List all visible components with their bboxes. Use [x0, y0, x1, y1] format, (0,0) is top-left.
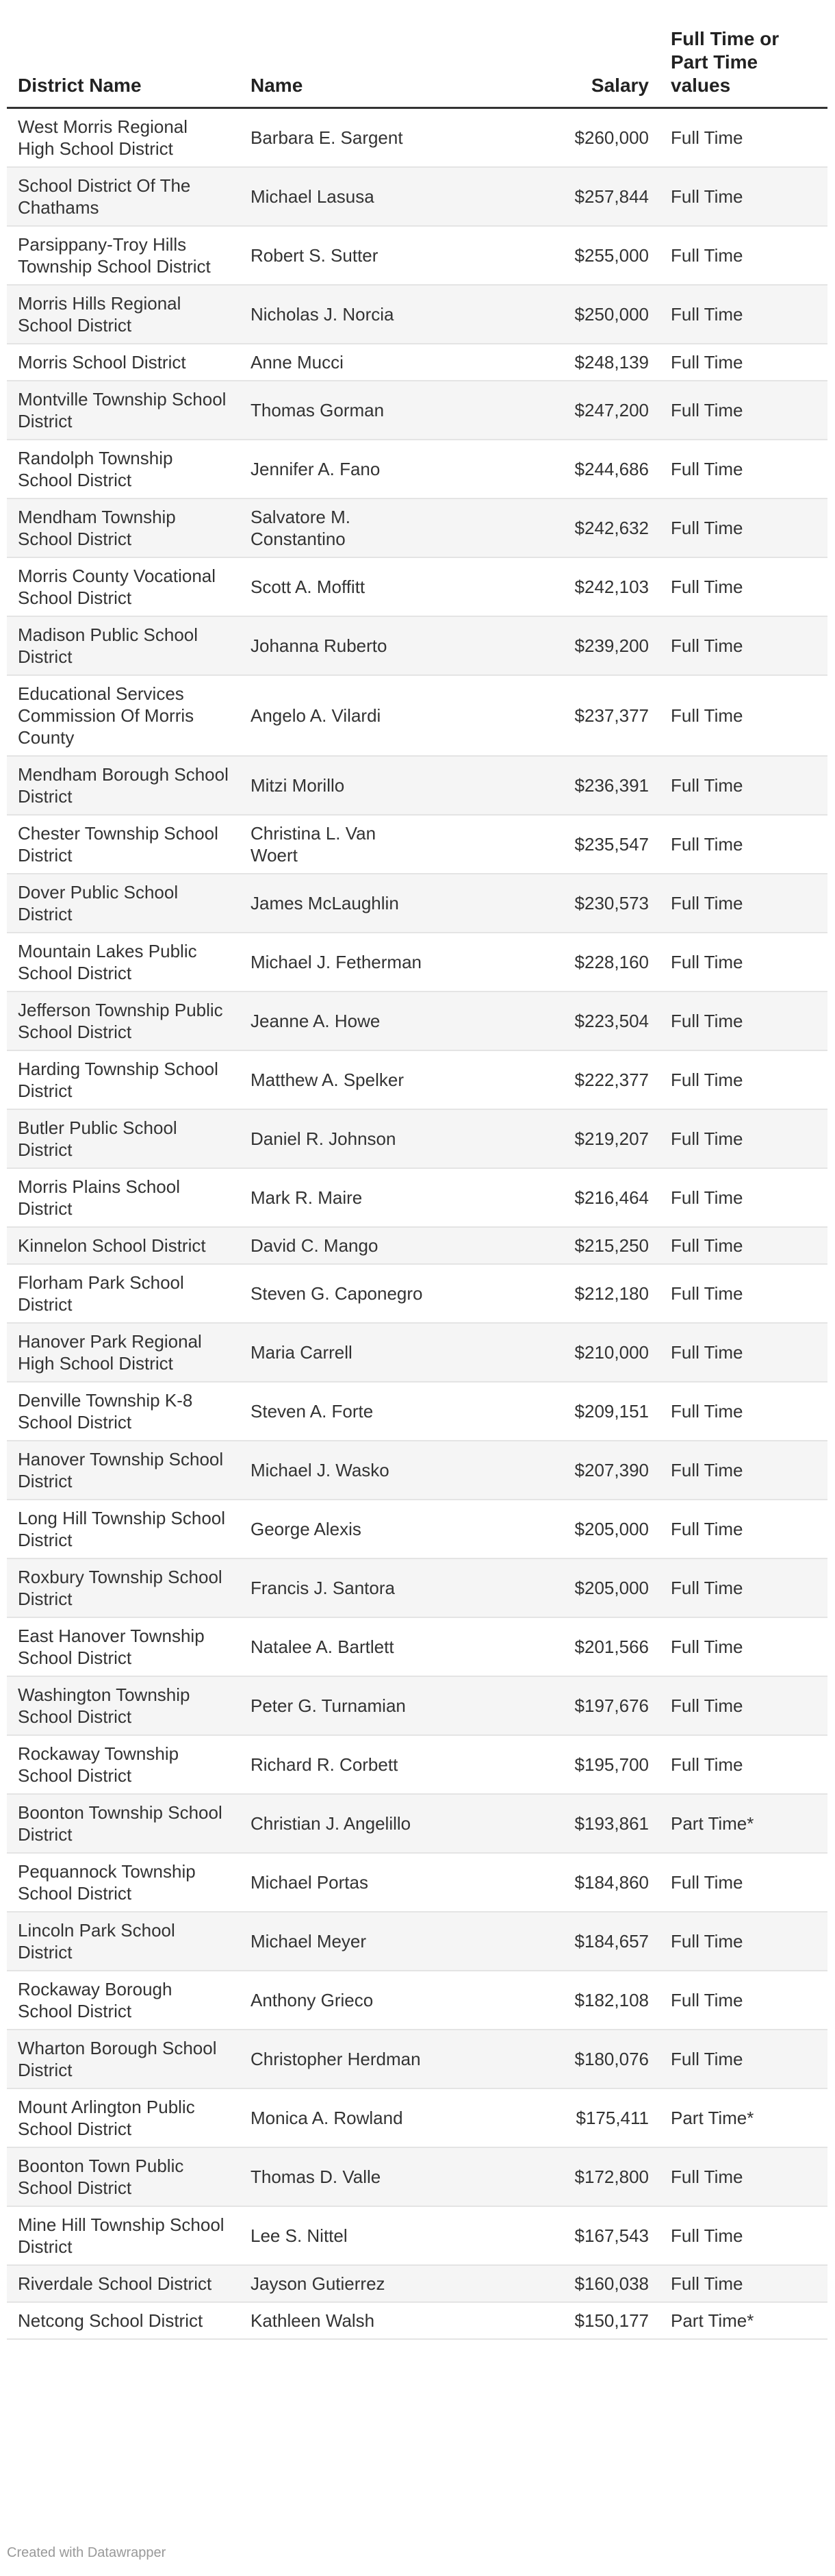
employment-type-cell: Full Time [660, 2030, 827, 2088]
salary-cell: $182,108 [438, 1971, 660, 2030]
employment-type-cell: Full Time [660, 381, 827, 440]
salary-table [7, 27, 827, 2340]
table-row [7, 1500, 827, 1558]
person-name-cell: Michael J. Fetherman [240, 933, 438, 992]
district-name-cell: Morris Hills Regional School District [7, 285, 240, 344]
district-name-cell: Chester Township School District [7, 815, 240, 874]
table-row [7, 2030, 827, 2088]
employment-type-cell: Full Time [660, 616, 827, 675]
employment-type-cell: Full Time [660, 1735, 827, 1794]
employment-type-cell: Full Time [660, 874, 827, 933]
table-row [7, 1382, 827, 1441]
salary-cell: $195,700 [438, 1735, 660, 1794]
table-row [7, 498, 827, 557]
person-name-cell: Jennifer A. Fano [240, 440, 438, 498]
salary-cell: $180,076 [438, 2030, 660, 2088]
district-name-cell: Riverdale School District [7, 2265, 240, 2302]
salary-cell: $201,566 [438, 1617, 660, 1676]
column-header-time[interactable]: Full Time or Part Time values [660, 27, 827, 108]
person-name-cell: Mitzi Morillo [240, 756, 438, 815]
column-header-name[interactable]: Name [240, 27, 438, 108]
employment-type-cell: Full Time [660, 226, 827, 285]
salary-cell: $222,377 [438, 1050, 660, 1109]
employment-type-cell: Full Time [660, 2265, 827, 2302]
district-name-cell: Mountain Lakes Public School District [7, 933, 240, 992]
district-name-cell: Roxbury Township School District [7, 1558, 240, 1617]
district-name-cell: Montville Township School District [7, 381, 240, 440]
person-name-cell: Christian J. Angelillo [240, 1794, 438, 1853]
employment-type-cell: Full Time [660, 167, 827, 226]
district-name-cell: Rockaway Borough School District [7, 1971, 240, 2030]
salary-cell: $248,139 [438, 344, 660, 381]
district-name-cell: Boonton Township School District [7, 1794, 240, 1853]
table-row [7, 675, 827, 756]
person-name-cell: Barbara E. Sargent [240, 108, 438, 168]
district-name-cell: Hanover Township School District [7, 1441, 240, 1500]
person-name-cell: Scott A. Moffitt [240, 557, 438, 616]
salary-cell: $257,844 [438, 167, 660, 226]
employment-type-cell: Part Time* [660, 2088, 827, 2147]
column-header-salary[interactable]: Salary [438, 27, 660, 108]
salary-cell: $193,861 [438, 1794, 660, 1853]
table-row [7, 1676, 827, 1735]
district-name-cell: Morris County Vocational School District [7, 557, 240, 616]
salary-cell: $223,504 [438, 992, 660, 1050]
employment-type-cell: Full Time [660, 1558, 827, 1617]
person-name-cell: Johanna Ruberto [240, 616, 438, 675]
salary-cell: $237,377 [438, 675, 660, 756]
person-name-cell: Mark R. Maire [240, 1168, 438, 1227]
district-name-cell: Morris Plains School District [7, 1168, 240, 1227]
table-header [7, 27, 827, 108]
person-name-cell: George Alexis [240, 1500, 438, 1558]
salary-cell: $260,000 [438, 108, 660, 168]
employment-type-cell: Full Time [660, 1168, 827, 1227]
table-row [7, 1794, 827, 1853]
salary-cell: $184,860 [438, 1853, 660, 1912]
employment-type-cell: Full Time [660, 933, 827, 992]
district-name-cell: Dover Public School District [7, 874, 240, 933]
person-name-cell: Peter G. Turnamian [240, 1676, 438, 1735]
person-name-cell: Steven A. Forte [240, 1382, 438, 1441]
salary-cell: $184,657 [438, 1912, 660, 1971]
table-row [7, 2206, 827, 2265]
person-name-cell: Michael Meyer [240, 1912, 438, 1971]
employment-type-cell: Full Time [660, 1382, 827, 1441]
table-row [7, 440, 827, 498]
table-row [7, 815, 827, 874]
salary-cell: $207,390 [438, 1441, 660, 1500]
employment-type-cell: Full Time [660, 992, 827, 1050]
employment-type-cell: Full Time [660, 1912, 827, 1971]
district-name-cell: Parsippany-Troy Hills Township School District [7, 226, 240, 285]
person-name-cell: Francis J. Santora [240, 1558, 438, 1617]
table-row [7, 108, 827, 168]
person-name-cell: Thomas D. Valle [240, 2147, 438, 2206]
table-row [7, 2147, 827, 2206]
employment-type-cell: Full Time [660, 1853, 827, 1912]
employment-type-cell: Full Time [660, 2147, 827, 2206]
district-name-cell: West Morris Regional High School District [7, 108, 240, 168]
employment-type-cell: Full Time [660, 1676, 827, 1735]
salary-cell: $215,250 [438, 1227, 660, 1264]
table-row [7, 1735, 827, 1794]
salary-cell: $236,391 [438, 756, 660, 815]
district-name-cell: Mount Arlington Public School District [7, 2088, 240, 2147]
employment-type-cell: Full Time [660, 1617, 827, 1676]
district-name-cell: Morris School District [7, 344, 240, 381]
person-name-cell: Natalee A. Bartlett [240, 1617, 438, 1676]
employment-type-cell: Full Time [660, 675, 827, 756]
employment-type-cell: Full Time [660, 756, 827, 815]
salary-cell: $167,543 [438, 2206, 660, 2265]
employment-type-cell: Full Time [660, 1227, 827, 1264]
district-name-cell: Mendham Township School District [7, 498, 240, 557]
table-row [7, 2088, 827, 2147]
salary-cell: $172,800 [438, 2147, 660, 2206]
person-name-cell: Nicholas J. Norcia [240, 285, 438, 344]
employment-type-cell: Full Time [660, 108, 827, 168]
employment-type-cell: Full Time [660, 1971, 827, 2030]
table-row [7, 1617, 827, 1676]
person-name-cell: Salvatore M. Constantino [240, 498, 438, 557]
employment-type-cell: Full Time [660, 815, 827, 874]
person-name-cell: Maria Carrell [240, 1323, 438, 1382]
district-name-cell: Madison Public School District [7, 616, 240, 675]
employment-type-cell: Full Time [660, 498, 827, 557]
table-row [7, 557, 827, 616]
table-row [7, 933, 827, 992]
person-name-cell: Kathleen Walsh [240, 2302, 438, 2339]
salary-cell: $242,632 [438, 498, 660, 557]
table-row [7, 1264, 827, 1323]
district-name-cell: Long Hill Township School District [7, 1500, 240, 1558]
salary-cell: $212,180 [438, 1264, 660, 1323]
salary-cell: $216,464 [438, 1168, 660, 1227]
district-name-cell: East Hanover Township School District [7, 1617, 240, 1676]
person-name-cell: Robert S. Sutter [240, 226, 438, 285]
person-name-cell: Christina L. Van Woert [240, 815, 438, 874]
district-name-cell: Mendham Borough School District [7, 756, 240, 815]
person-name-cell: Steven G. Caponegro [240, 1264, 438, 1323]
person-name-cell: Christopher Herdman [240, 2030, 438, 2088]
district-name-cell: Mine Hill Township School District [7, 2206, 240, 2265]
person-name-cell: Richard R. Corbett [240, 1735, 438, 1794]
person-name-cell: Matthew A. Spelker [240, 1050, 438, 1109]
person-name-cell: Anne Mucci [240, 344, 438, 381]
table-row [7, 1168, 827, 1227]
table-row [7, 1109, 827, 1168]
district-name-cell: Butler Public School District [7, 1109, 240, 1168]
salary-cell: $150,177 [438, 2302, 660, 2339]
district-name-cell: Harding Township School District [7, 1050, 240, 1109]
salary-cell: $242,103 [438, 557, 660, 616]
salary-cell: $205,000 [438, 1500, 660, 1558]
table-row [7, 381, 827, 440]
salary-cell: $244,686 [438, 440, 660, 498]
table-row [7, 1558, 827, 1617]
table-row [7, 1971, 827, 2030]
employment-type-cell: Full Time [660, 1264, 827, 1323]
employment-type-cell: Full Time [660, 285, 827, 344]
salary-cell: $209,151 [438, 1382, 660, 1441]
district-name-cell: Randolph Township School District [7, 440, 240, 498]
table-row [7, 344, 827, 381]
salary-table-container [7, 27, 827, 2340]
column-header-district[interactable]: District Name [7, 27, 240, 108]
table-row [7, 1912, 827, 1971]
person-name-cell: Angelo A. Vilardi [240, 675, 438, 756]
employment-type-cell: Part Time* [660, 1794, 827, 1853]
table-row [7, 1853, 827, 1912]
employment-type-cell: Full Time [660, 440, 827, 498]
person-name-cell: Daniel R. Johnson [240, 1109, 438, 1168]
salary-cell: $175,411 [438, 2088, 660, 2147]
district-name-cell: Lincoln Park School District [7, 1912, 240, 1971]
table-row [7, 167, 827, 226]
employment-type-cell: Full Time [660, 1050, 827, 1109]
table-row [7, 1050, 827, 1109]
district-name-cell: Kinnelon School District [7, 1227, 240, 1264]
salary-cell: $250,000 [438, 285, 660, 344]
district-name-cell: Rockaway Township School District [7, 1735, 240, 1794]
district-name-cell: Pequannock Township School District [7, 1853, 240, 1912]
employment-type-cell: Part Time* [660, 2302, 827, 2339]
employment-type-cell: Full Time [660, 344, 827, 381]
table-row [7, 226, 827, 285]
table-row [7, 285, 827, 344]
salary-cell: $160,038 [438, 2265, 660, 2302]
table-row [7, 2265, 827, 2302]
salary-cell: $210,000 [438, 1323, 660, 1382]
salary-cell: $247,200 [438, 381, 660, 440]
person-name-cell: Lee S. Nittel [240, 2206, 438, 2265]
person-name-cell: Jayson Gutierrez [240, 2265, 438, 2302]
salary-cell: $197,676 [438, 1676, 660, 1735]
person-name-cell: Michael Lasusa [240, 167, 438, 226]
salary-cell: $228,160 [438, 933, 660, 992]
salary-cell: $255,000 [438, 226, 660, 285]
salary-cell: $235,547 [438, 815, 660, 874]
table-row [7, 874, 827, 933]
table-row [7, 1227, 827, 1264]
table-row [7, 992, 827, 1050]
salary-cell: $230,573 [438, 874, 660, 933]
district-name-cell: Educational Services Commission Of Morris County [7, 675, 240, 756]
person-name-cell: Monica A. Rowland [240, 2088, 438, 2147]
person-name-cell: James McLaughlin [240, 874, 438, 933]
person-name-cell: Michael J. Wasko [240, 1441, 438, 1500]
district-name-cell: Florham Park School District [7, 1264, 240, 1323]
person-name-cell: David C. Mango [240, 1227, 438, 1264]
header-row [7, 27, 827, 108]
table-row [7, 1323, 827, 1382]
district-name-cell: School District Of The Chathams [7, 167, 240, 226]
district-name-cell: Hanover Park Regional High School District [7, 1323, 240, 1382]
district-name-cell: Jefferson Township Public School District [7, 992, 240, 1050]
person-name-cell: Jeanne A. Howe [240, 992, 438, 1050]
district-name-cell: Boonton Town Public School District [7, 2147, 240, 2206]
table-row [7, 1441, 827, 1500]
employment-type-cell: Full Time [660, 1500, 827, 1558]
employment-type-cell: Full Time [660, 2206, 827, 2265]
employment-type-cell: Full Time [660, 557, 827, 616]
employment-type-cell: Full Time [660, 1323, 827, 1382]
salary-cell: $219,207 [438, 1109, 660, 1168]
table-body [7, 108, 827, 2340]
district-name-cell: Washington Township School District [7, 1676, 240, 1735]
table-row [7, 616, 827, 675]
salary-cell: $205,000 [438, 1558, 660, 1617]
district-name-cell: Netcong School District [7, 2302, 240, 2339]
table-row [7, 2302, 827, 2339]
employment-type-cell: Full Time [660, 1441, 827, 1500]
person-name-cell: Thomas Gorman [240, 381, 438, 440]
district-name-cell: Denville Township K-8 School District [7, 1382, 240, 1441]
person-name-cell: Michael Portas [240, 1853, 438, 1912]
table-row [7, 756, 827, 815]
district-name-cell: Wharton Borough School District [7, 2030, 240, 2088]
datawrapper-credit[interactable]: Created with Datawrapper [7, 2545, 166, 2560]
salary-cell: $239,200 [438, 616, 660, 675]
employment-type-cell: Full Time [660, 1109, 827, 1168]
person-name-cell: Anthony Grieco [240, 1971, 438, 2030]
